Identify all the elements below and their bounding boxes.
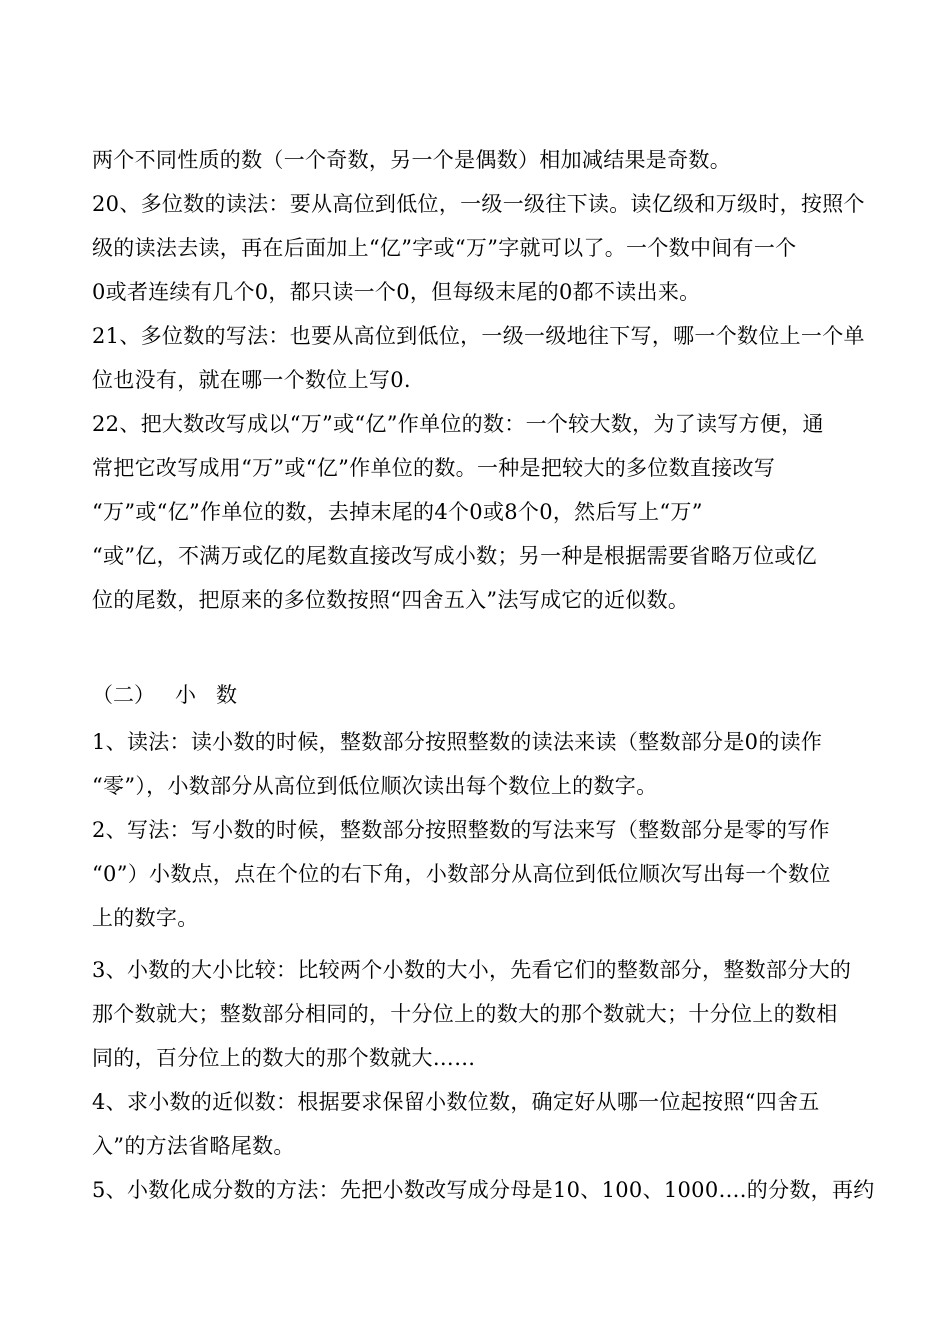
text-line: 常把它改写成用“万”或“亿”作单位的数。一种是把较大的多位数直接改写 — [92, 456, 776, 480]
text-line: 1、读法：读小数的时候，整数部分按照整数的读法来读（整数部分是0的读作 — [92, 730, 823, 754]
text-line: 入”的方法省略尾数。 — [92, 1134, 295, 1158]
text-line: 3、小数的大小比较：比较两个小数的大小，先看它们的整数部分，整数部分大的 — [92, 958, 852, 982]
text-line: 那个数就大；整数部分相同的，十分位上的数大的那个数就大；十分位上的数相 — [92, 1002, 838, 1026]
text-line: 0或者连续有几个0，都只读一个0，但每级末尾的0都不读出来。 — [92, 280, 701, 304]
text-line: 位也没有，就在哪一个数位上写0. — [92, 368, 411, 392]
text-line: 同的，百分位上的数大的那个数就大…… — [92, 1046, 476, 1070]
text-line: 21、多位数的写法：也要从高位到低位，一级一级地往下写，哪一个数位上一个单 — [92, 324, 865, 348]
text-line: 22、把大数改写成以“万”或“亿”作单位的数：一个较大数，为了读写方便，通 — [92, 412, 824, 436]
text-line: “或”亿，不满万或亿的尾数直接改写成小数；另一种是根据需要省略万位或亿 — [92, 544, 817, 568]
text-line: 级的读法去读，再在后面加上“亿”字或“万”字就可以了。一个数中间有一个 — [92, 236, 797, 260]
section-heading: （二） 小 数 — [92, 683, 238, 707]
text-line: 5、小数化成分数的方法：先把小数改写成分母是10、100、1000….的分数，再约 — [92, 1178, 875, 1202]
text-line: 位的尾数，把原来的多位数按照“四舍五入”法写成它的近似数。 — [92, 588, 690, 612]
text-line: 20、多位数的读法：要从高位到低位，一级一级往下读。读亿级和万级时，按照个 — [92, 192, 865, 216]
text-line: “零”），小数部分从高位到低位顺次读出每个数位上的数字。 — [92, 774, 658, 798]
text-line: 两个不同性质的数（一个奇数，另一个是偶数）相加减结果是奇数。 — [92, 148, 731, 172]
text-line: 2、写法：写小数的时候，整数部分按照整数的写法来写（整数部分是零的写作 — [92, 818, 830, 842]
text-line: “0”）小数点，点在个位的右下角，小数部分从高位到低位顺次写出每一个数位 — [92, 862, 831, 886]
text-line: 4、求小数的近似数：根据要求保留小数位数，确定好从哪一位起按照“四舍五 — [92, 1090, 820, 1114]
text-line: 上的数字。 — [92, 906, 199, 930]
text-line: “万”或“亿”作单位的数，去掉末尾的4个0或8个0，然后写上“万” — [92, 500, 703, 524]
